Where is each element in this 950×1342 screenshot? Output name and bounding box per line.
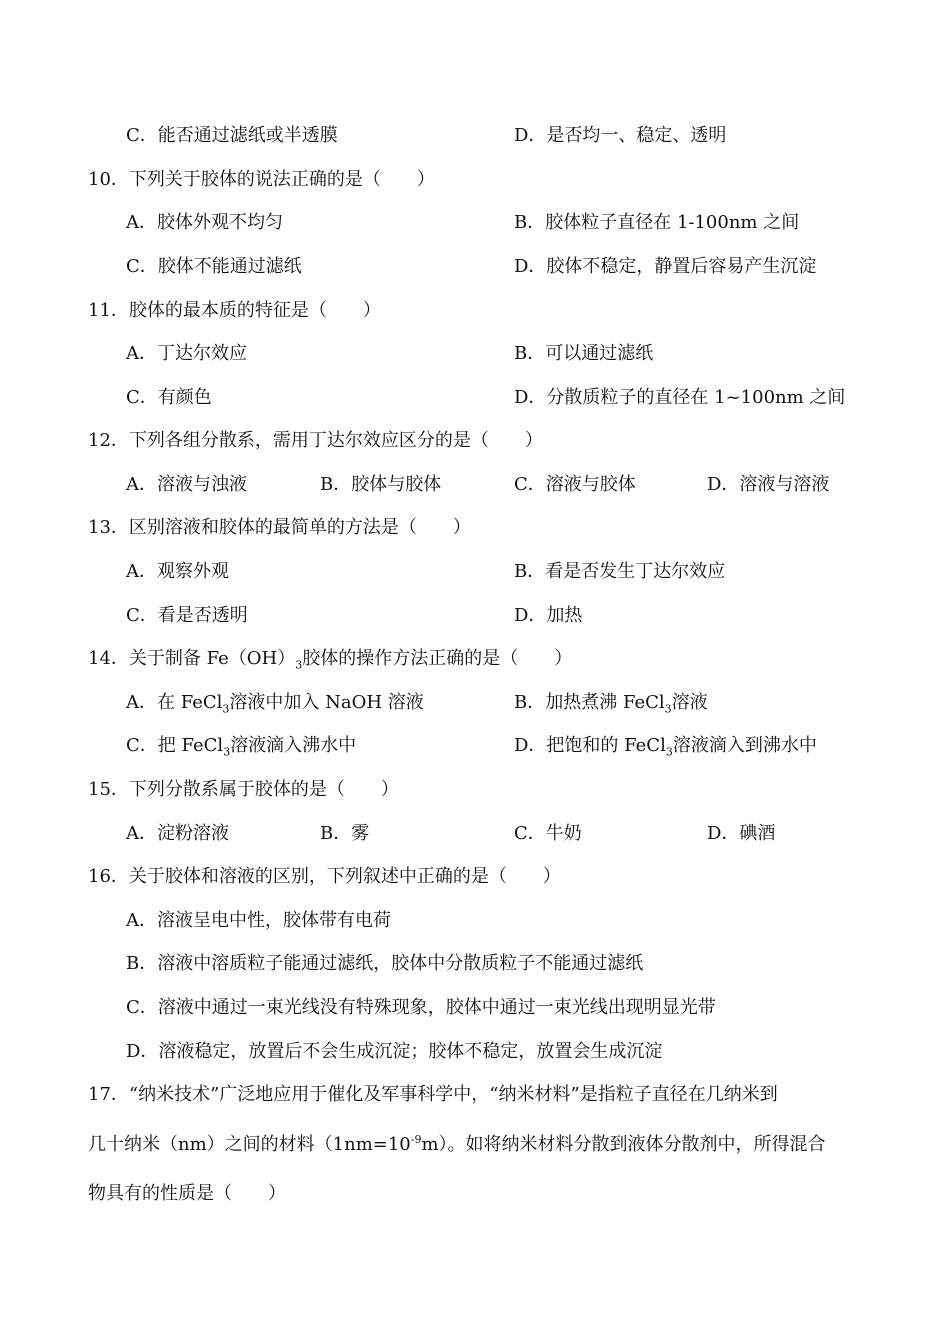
q15-stem: 15．下列分散系属于胶体的是（ ） [88,779,399,800]
q15-option-d: D．碘酒 [707,823,776,844]
q10-option-a: A．胶体外观不均匀 [126,212,283,233]
q10-option-d: D．胶体不稳定，静置后容易产生沉淀 [514,256,817,277]
q13-option-c: C．看是否透明 [126,605,248,626]
q12-option-c: C．溶液与胶体 [514,474,636,495]
q12-option-d: D．溶液与溶液 [707,474,830,495]
q14-stem: 14．关于制备 $Fe(OH)_3$胶体的操作方法正确的是（ ） [88,648,573,672]
q16-option-a: A．溶液呈电中性，胶体带有电荷 [126,910,391,931]
q12-stem: 12．下列各组分散系，需用丁达尔效应区分的是（ ） [88,430,543,451]
q14-option-d: D．把饱和的 FeCl$_3$溶液滴入到沸水中 [514,735,817,759]
q11-option-a: A．丁达尔效应 [126,343,247,364]
q13-option-b: B．看是否发生丁达尔效应 [514,561,726,582]
q10-option-c: C．胶体不能通过滤纸 [126,256,302,277]
q14-option-b: B．加热煮沸 FeCl$_3$溶液 [514,692,708,716]
q12-option-b: B．胶体与胶体 [320,474,442,495]
q10-option-b: B．胶体粒子直径在 1-100nm 之间 [514,212,800,233]
q15-option-c: C．牛奶 [514,823,582,844]
q14-option-a: A．在 FeCl$_3$溶液中加入 NaOH 溶液 [126,692,424,716]
q13-option-a: A．观察外观 [126,561,229,582]
q17-stem-line2: 几十纳米（nm）之间的材料$(1nm=10^{-9}m)$。如将纳米材料分散到液体分散剂中，所得混合 [88,1133,826,1155]
q11-option-d: D．分散质粒子的直径在 1~100nm 之间 [514,387,846,408]
q16-option-d: D．溶液稳定，放置后不会生成沉淀；胶体不稳定，放置会生成沉淀 [126,1041,663,1062]
q16-option-c: C．溶液中通过一束光线没有特殊现象，胶体中通过一束光线出现明显光带 [126,997,716,1018]
q17-stem-line3: 物具有的性质是（ ） [88,1183,286,1204]
q15-option-a: A．淀粉溶液 [126,823,229,844]
q10-stem: 10．下列关于胶体的说法正确的是（ ） [88,169,435,190]
q9-option-c: C．能否通过滤纸或半透膜 [126,125,338,146]
q13-option-d: D．加热 [514,605,583,626]
q16-stem: 16．关于胶体和溶液的区别，下列叙述中正确的是（ ） [88,866,561,887]
q9-option-d: D．是否均一、稳定、透明 [514,125,727,146]
q13-stem: 13．区别溶液和胶体的最简单的方法是（ ） [88,517,471,538]
q11-option-b: B．可以通过滤纸 [514,343,654,364]
q11-option-c: C．有颜色 [126,387,212,408]
q16-option-b: B．溶液中溶质粒子能通过滤纸，胶体中分散质粒子不能通过滤纸 [126,953,644,974]
q14-option-c: C．把 FeCl$_3$溶液滴入沸水中 [126,735,357,759]
q11-stem: 11．胶体的最本质的特征是（ ） [88,300,381,321]
q12-option-a: A．溶液与浊液 [126,474,247,495]
q17-stem-line1: 17．“纳米技术”广泛地应用于催化及军事科学中，“纳米材料”是指粒子直径在几纳米到 [88,1084,778,1105]
q15-option-b: B．雾 [320,823,370,844]
